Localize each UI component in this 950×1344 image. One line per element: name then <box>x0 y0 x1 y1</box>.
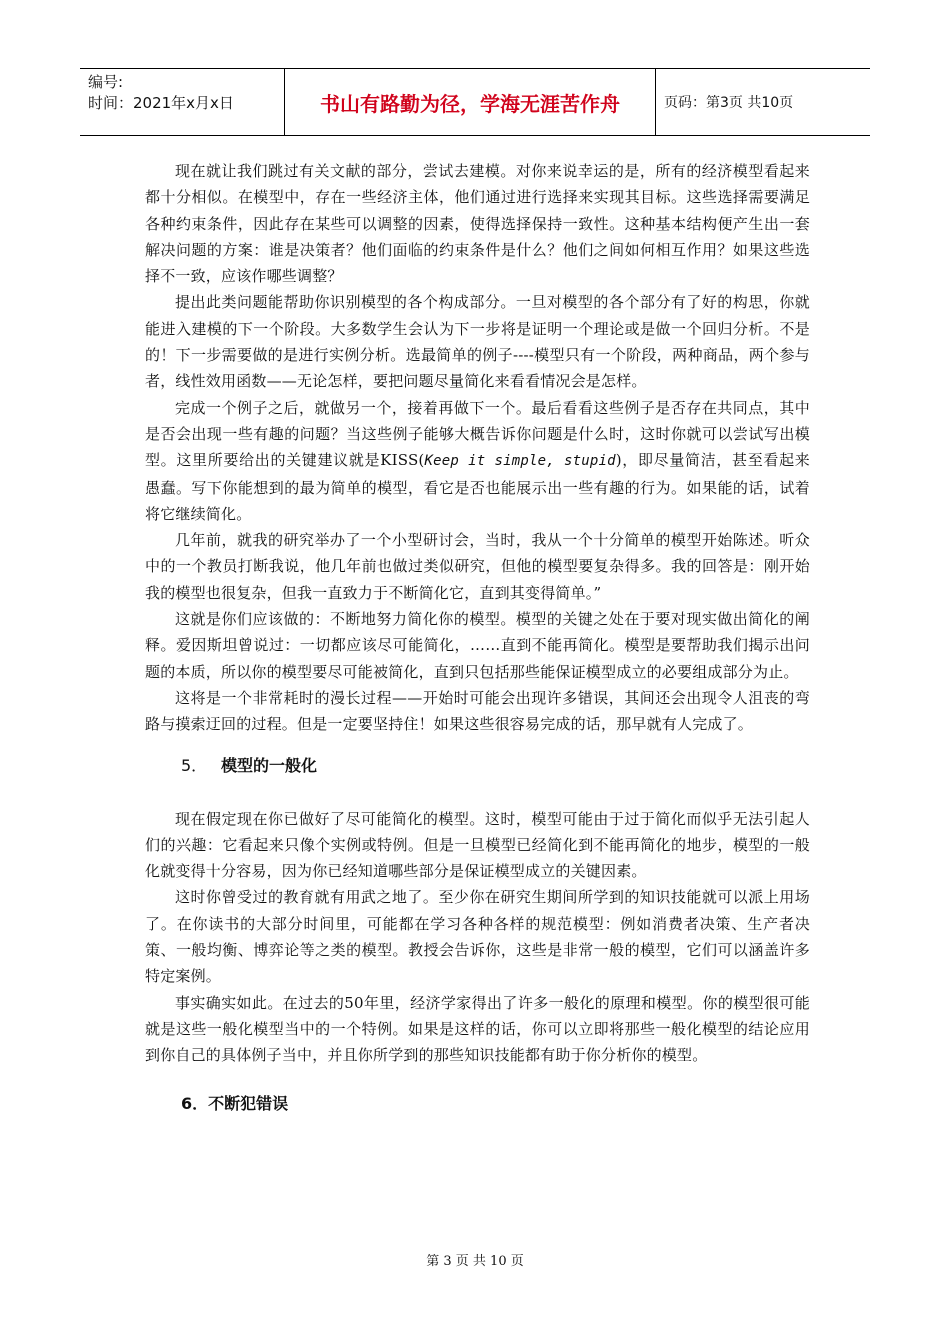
page-header <box>80 68 870 136</box>
serial-label: 编号: <box>88 73 124 91</box>
paragraph: 这将是一个非常耗时的漫长过程——开始时可能会出现许多错误，其间还会出现令人沮丧的弯路与摸索迂回的过程。但是一定要坚持住！如果这些很容易完成的话，那早就有人完成了。 <box>145 688 810 734</box>
page-footer: 第 3 页 共 10 页 <box>426 1254 524 1269</box>
date-label: 时间：2021年x月x日 <box>88 94 234 112</box>
paragraph: 提出此类问题能帮助你识别模型的各个构成部分。一旦对模型的各个部分有了好的构思，你就能进入建模的下一个阶段。大多数学生会认为下一步将是证明一个理论或是做一个回归分析。不是的！下一步需要做的是进行实例分析。选最简单的例子----模型只有一个阶段，两种商品，两个参与者，线性效用函数——无论怎样，要把问题尽量简化来看看情况会是怎样。 <box>145 293 810 391</box>
section-title: 不断犯错误 <box>208 1093 289 1113</box>
kiss-text-after: )，即尽量简洁，甚至看起来愚蠢。写下你能想到的最为简单的模型，看它是否也能展示出一些有趣的行为。如果能的话，试着将它继续简化。 <box>145 451 810 523</box>
paragraph: 事实确实如此。在过去的50年里，经济学家得出了许多一般化的原理和模型。你的模型很可能就是这些一般化模型当中的一个特例。如果是这样的话，你可以立即将那些一般化模型的结论应用到你自己的具体例子当中，并且你所学到的那些知识技能都有助于你分析你的模型。 <box>145 993 810 1065</box>
header-meta <box>80 69 284 135</box>
header-page-label: 页码：第3页 共10页 <box>664 95 794 111</box>
section-title: 模型的一般化 <box>221 755 318 775</box>
section-number: 5． <box>181 755 208 775</box>
kiss-text-before: 完成一个例子之后，就做另一个，接着再做下一个。最后看看这些例子是否存在共同点，其中是否会出现一些有趣的问题？当这些例子能够大概告诉你问题是什么时，这时你就可以尝试写出模型。这里所要给出的关键建议就是KISS( <box>145 398 810 470</box>
paragraph: 现在假定现在你已做好了尽可能简化的模型。这时，模型可能由于过于简化而似乎无法引起人们的兴趣：它看起来只像个实例或特例。但是一旦模型已经简化到不能再简化的地步，模型的一般化就变得十分容易，因为你已经知道哪些部分是保证模型成立的关键因素。 <box>145 809 810 881</box>
paragraph: 这时你曾受过的教育就有用武之地了。至少你在研究生期间所学到的知识技能就可以派上用场了。在你读书的大部分时间里，可能都在学习各种各样的规范模型：例如消费者决策、生产者决策、一般均衡、博弈论等之类的模型。教授会告诉你，这些是非常一般的模型，它们可以涵盖许多特定案例。 <box>145 888 810 986</box>
paragraph: 几年前，就我的研究举办了一个小型研讨会，当时，我从一个十分简单的模型开始陈述。听众中的一个教员打断我说，他几年前也做过类似研究，但他的模型要复杂得多。我的回答是：刚开始我的模型也很复杂，但我一直致力于不断简化它，直到其变得简单。” <box>145 531 810 602</box>
section-heading-6 <box>145 1092 810 1116</box>
document-body <box>145 158 810 1116</box>
section-number: 6． <box>181 1093 209 1113</box>
paragraph: 现在就让我们跳过有关文献的部分，尝试去建模。对你来说幸运的是，所有的经济模型看起来都十分相似。在模型中，存在一些经济主体，他们通过进行选择来实现其目标。这些选择需要满足各种约束条件，因此存在某些可以调整的因素，使得选择保持一致性。这种基本结构便产生出一套解决问题的方案：谁是决策者？他们面临的约束条件是什么？他们之间如何相互作用？如果这些选择不一致，应该作哪些调整？ <box>145 162 810 286</box>
section-heading-5 <box>145 754 810 778</box>
paragraph-kiss <box>145 395 810 527</box>
kiss-expansion: Keep it simple, stupid <box>424 453 616 470</box>
header-motto: 书山有路勤为径，学海无涯苦作舟 <box>284 69 656 135</box>
paragraph: 这就是你们应该做的：不断地努力简化你的模型。模型的关键之处在于要对现实做出简化的阐释。爱因斯坦曾说过：一切都应该尽可能简化，……直到不能再简化。模型是要帮助我们揭示出问题的本质，所以你的模型要尽可能被简化，直到只包括那些能保证模型成立的必要组成部分为止。 <box>145 610 810 681</box>
